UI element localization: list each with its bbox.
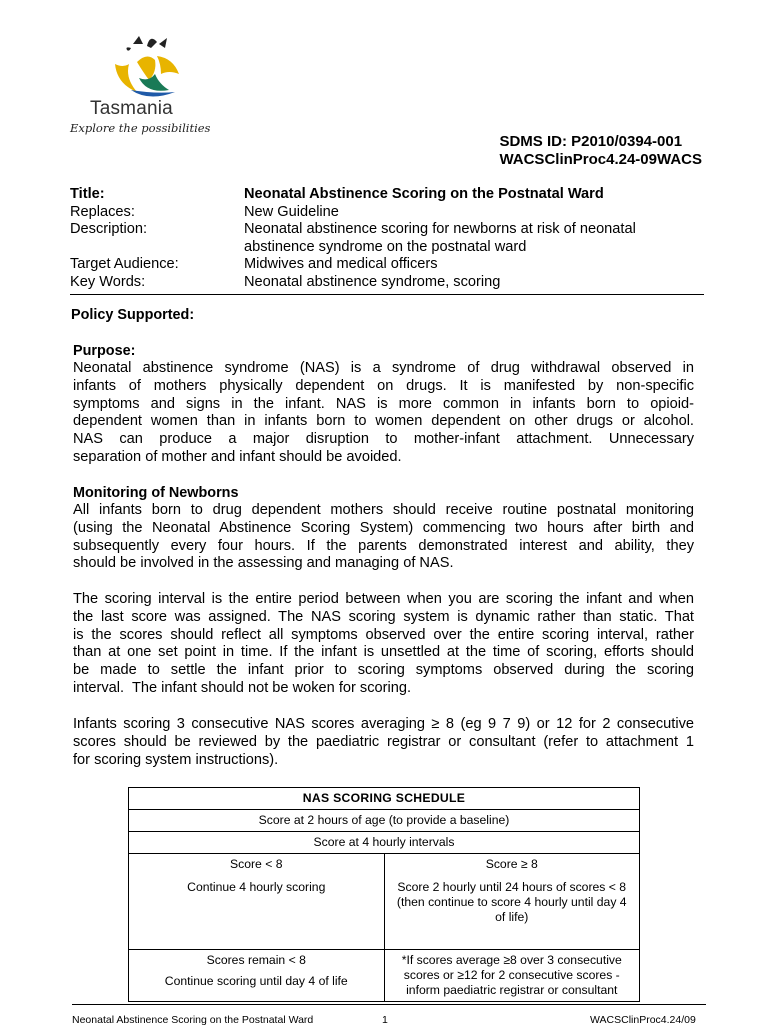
meta-description-row <box>70 221 704 256</box>
monitoring-paragraph-1 <box>73 502 694 573</box>
monitoring-p3-line: for scoring system instructions). <box>73 751 279 768</box>
scores-remain-label: Scores remain < 8 <box>206 953 306 967</box>
monitoring-paragraph-3 <box>73 716 694 769</box>
keywords-label: Key Words: <box>70 273 146 290</box>
table-cell-inform-registrar: *If scores average ≥8 over 3 consecutive scores or ≥12 for 2 consecutive scores - inform paediatric registrar or consultant <box>384 950 640 1002</box>
monitoring-p2-line: be made to settle the infant prior to scoring symptoms observed during the scoring <box>73 662 694 679</box>
meta-keywords-row <box>70 274 704 292</box>
sdms-id: SDMS ID: P2010/0394-001 <box>499 133 683 150</box>
audience-label: Target Audience: <box>70 256 179 272</box>
meta-audience-row <box>70 256 704 274</box>
sdms-header <box>499 133 702 169</box>
monitoring-p1-line: (using the Neonatal Abstinence Scoring System) commencing two hours after birth and <box>73 519 694 536</box>
table-title: NAS SCORING SCHEDULE <box>129 788 640 810</box>
logo-tagline: Explore the possibilities <box>70 121 211 135</box>
monitoring-p1-line: subsequently every four hours. If the parents demonstrated interest and ability, they <box>73 537 694 554</box>
purpose-line: dependent women than in infants born to women dependent on other drugs or alcohol. <box>73 413 694 430</box>
keywords-value: Neonatal abstinence syndrome, scoring <box>244 273 501 290</box>
purpose-line: separation of mother and infant should be avoided. <box>73 448 402 465</box>
footer-divider <box>72 1004 706 1005</box>
monitoring-p2-line: The scoring interval is the entire period between when you are scoring the infant and when <box>73 591 694 607</box>
table-cell-scores-remain <box>129 950 385 1002</box>
purpose-paragraph <box>73 360 694 467</box>
footer-page-number: 1 <box>382 1014 388 1026</box>
purpose-line: symptoms and signs in the infant. NAS is more common in infants born to opioid- <box>73 395 694 412</box>
monitoring-p2-line: interval. The infant should not be woken for scoring. <box>73 679 412 696</box>
footer-right: WACSClinProc4.24/09 <box>590 1014 696 1026</box>
continue-until-day-4: Continue scoring until day 4 of life <box>164 974 348 988</box>
footer-left: Neonatal Abstinence Scoring on the Postnatal Ward <box>72 1014 314 1026</box>
purpose-heading: Purpose: <box>73 343 136 359</box>
monitoring-p1-line: should be involved in the assessing and managing of NAS. <box>73 555 454 572</box>
description-line-2: abstinence syndrome on the postnatal ward <box>244 238 527 255</box>
monitoring-p2-line: than at one set point in time. If the infant is unsettled at the time of scoring, efforts should <box>73 644 694 661</box>
monitoring-p1-line: All infants born to drug dependent mothers should receive routine postnatal monitoring <box>73 502 694 518</box>
table-row-baseline: Score at 2 hours of age (to provide a baseline) <box>129 810 640 832</box>
replaces-label: Replaces: <box>70 203 135 220</box>
logo-name: Tasmania <box>90 98 173 119</box>
table-cell-score-8-or-more <box>384 854 640 950</box>
table-row-intervals: Score at 4 hourly intervals <box>129 832 640 854</box>
purpose-line: NAS can produce a major disruption to mother-infant attachment. Unnecessary <box>73 431 694 448</box>
monitoring-p2-line: is the scores should reflect all symptoms observed over the entire scoring interval, rather <box>73 626 694 643</box>
nas-scoring-schedule-table <box>128 787 640 1002</box>
title-value: Neonatal Abstinence Scoring on the Postnatal Ward <box>244 186 604 202</box>
tasmania-logo <box>95 34 205 104</box>
monitoring-p3-line: scores should be reviewed by the paediatric registrar or consultant (refer to attachment 1 <box>73 733 694 750</box>
score-2-hourly-instruction: Score 2 hourly until 24 hours of scores < 8 (then continue to score 4 hourly until day 4 of life) <box>396 880 627 924</box>
meta-divider <box>70 294 704 295</box>
meta-replaces-row <box>70 204 704 222</box>
monitoring-heading: Monitoring of Newborns <box>73 485 239 501</box>
description-line-1: Neonatal abstinence scoring for newborns at risk of neonatal <box>244 221 636 237</box>
audience-value: Midwives and medical officers <box>244 256 438 272</box>
continue-4-hourly: Continue 4 hourly scoring <box>187 880 326 894</box>
replaces-value: New Guideline <box>244 203 339 220</box>
table-cell-score-below-8 <box>129 854 385 950</box>
doc-code: WACSClinProc4.24-09WACS <box>499 151 702 168</box>
score-8-or-more-label: Score ≥ 8 <box>485 857 538 871</box>
score-below-8-label: Score < 8 <box>229 857 283 871</box>
monitoring-p2-line: the last score was assigned. The NAS scoring system is dynamic rather than static. That <box>73 608 694 625</box>
monitoring-p3-line: Infants scoring 3 consecutive NAS scores averaging ≥ 8 (eg 9 7 9) or 12 for 2 consecutive <box>73 716 694 732</box>
monitoring-paragraph-2 <box>73 591 694 698</box>
description-label: Description: <box>70 221 148 237</box>
purpose-line: infants of mothers physically dependent on drugs. It is manifested by non-specific <box>73 377 694 394</box>
purpose-line: Neonatal abstinence syndrome (NAS) is a syndrome of drug withdrawal observed in <box>73 360 694 376</box>
title-label: Title: <box>70 186 105 202</box>
meta-title-row <box>70 186 704 204</box>
description-value <box>244 221 704 256</box>
document-meta <box>70 186 704 291</box>
policy-supported-heading: Policy Supported: <box>71 307 195 323</box>
